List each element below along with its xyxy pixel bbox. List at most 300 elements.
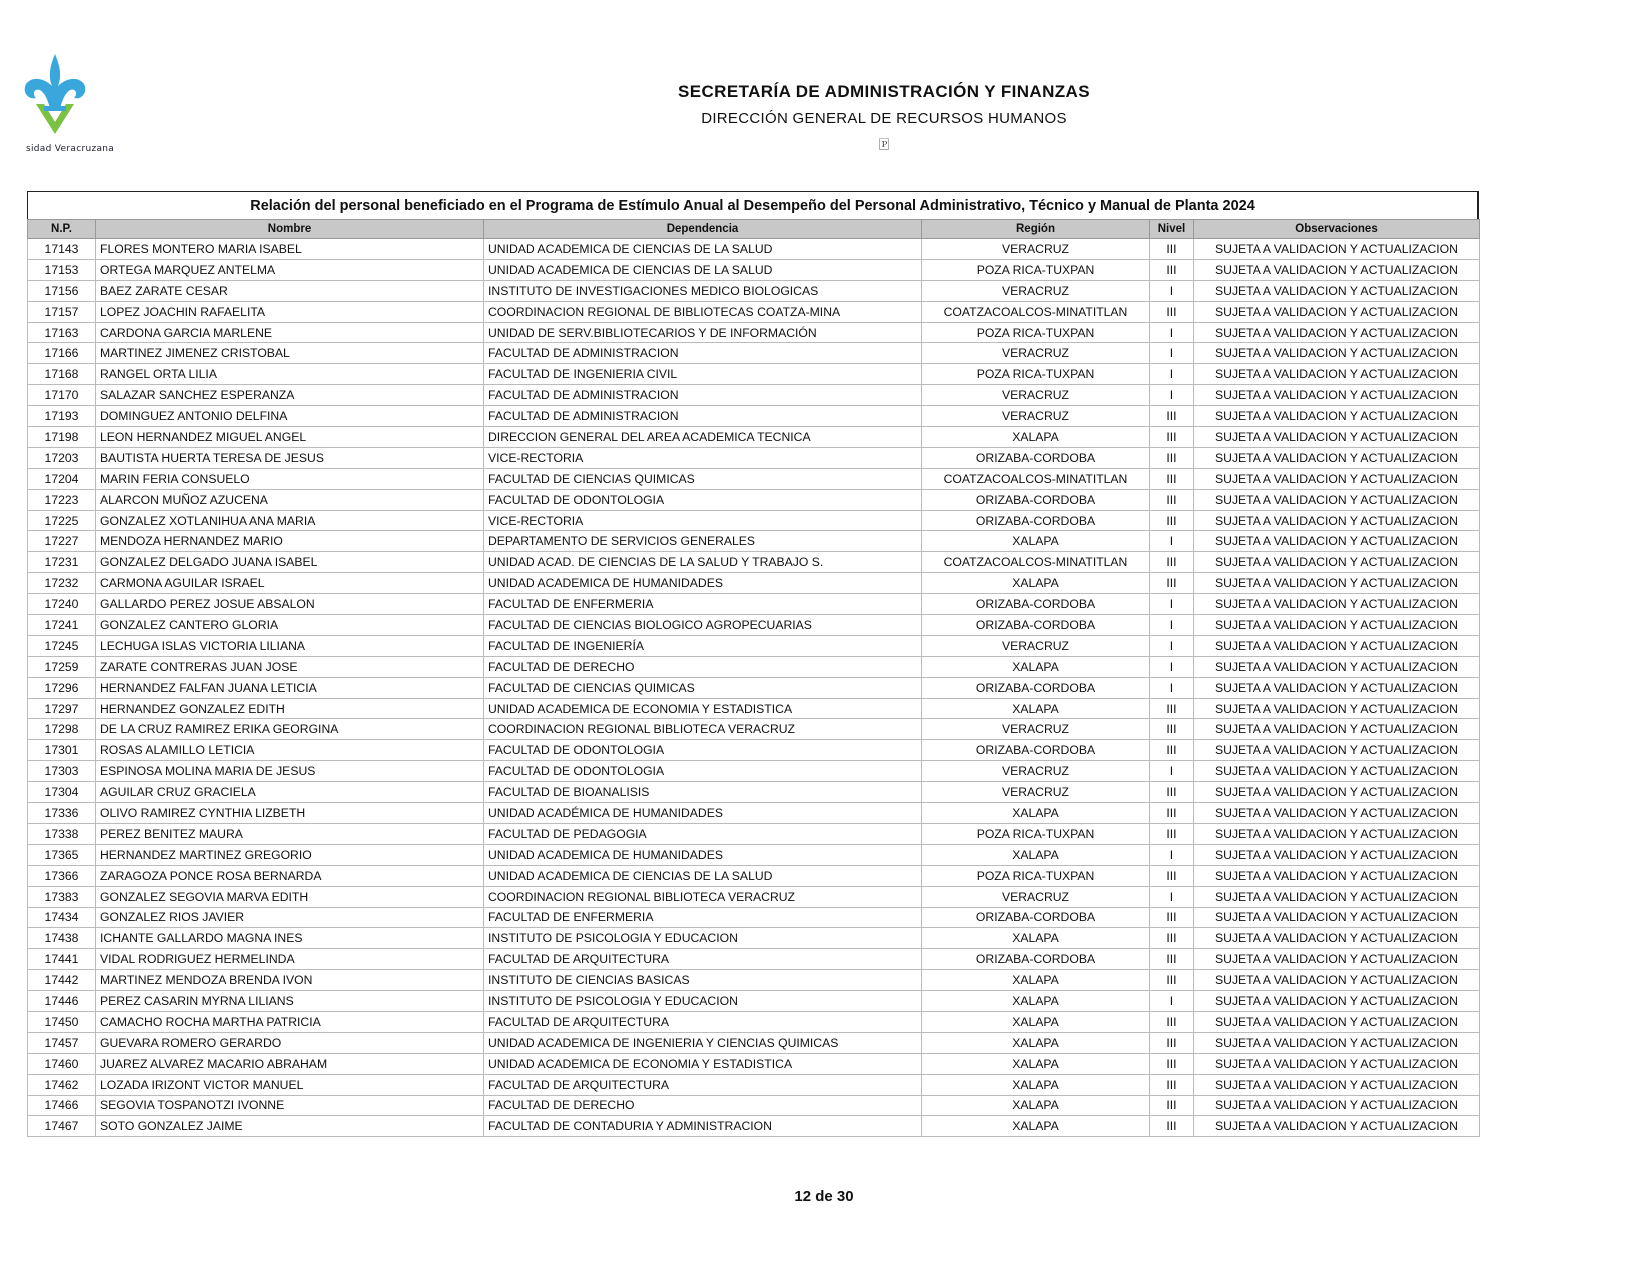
cell-dependencia: FACULTAD DE DERECHO	[484, 1095, 922, 1116]
cell-region: ORIZABA-CORDOBA	[922, 594, 1150, 615]
table-row	[28, 406, 1480, 427]
cell-nombre: ALARCON MUÑOZ AZUCENA	[96, 489, 484, 510]
cell-nivel: I	[1150, 280, 1194, 301]
cell-observaciones: SUJETA A VALIDACION Y ACTUALIZACION	[1194, 301, 1480, 322]
cell-np: 17168	[28, 364, 96, 385]
cell-nombre: RANGEL ORTA LILIA	[96, 364, 484, 385]
cell-region: XALAPA	[922, 1032, 1150, 1053]
cell-nombre: MARTINEZ JIMENEZ CRISTOBAL	[96, 343, 484, 364]
cell-nivel: III	[1150, 427, 1194, 448]
cell-nombre: CARMONA AGUILAR ISRAEL	[96, 573, 484, 594]
cell-np: 17365	[28, 844, 96, 865]
cell-observaciones: SUJETA A VALIDACION Y ACTUALIZACION	[1194, 782, 1480, 803]
cell-np: 17157	[28, 301, 96, 322]
cell-nombre: LEON HERNANDEZ MIGUEL ANGEL	[96, 427, 484, 448]
cell-dependencia: FACULTAD DE ADMINISTRACION	[484, 406, 922, 427]
cell-nombre: OLIVO RAMIREZ CYNTHIA LIZBETH	[96, 803, 484, 824]
cell-dependencia: UNIDAD DE SERV.BIBLIOTECARIOS Y DE INFORMACIÓN	[484, 322, 922, 343]
cell-region: VERACRUZ	[922, 761, 1150, 782]
cell-dependencia: UNIDAD ACADEMICA DE CIENCIAS DE LA SALUD	[484, 239, 922, 260]
table-row	[28, 886, 1480, 907]
cell-np: 17441	[28, 949, 96, 970]
table-row	[28, 573, 1480, 594]
cell-region: POZA RICA-TUXPAN	[922, 865, 1150, 886]
logo-text: sidad Veracruzana	[26, 144, 115, 154]
cell-nivel: III	[1150, 259, 1194, 280]
table-row	[28, 510, 1480, 531]
cell-observaciones: SUJETA A VALIDACION Y ACTUALIZACION	[1194, 761, 1480, 782]
cell-region: POZA RICA-TUXPAN	[922, 823, 1150, 844]
table-row	[28, 364, 1480, 385]
cell-nivel: III	[1150, 468, 1194, 489]
table-row	[28, 322, 1480, 343]
table-row	[28, 468, 1480, 489]
cell-np: 17296	[28, 677, 96, 698]
cell-observaciones: SUJETA A VALIDACION Y ACTUALIZACION	[1194, 719, 1480, 740]
cell-observaciones: SUJETA A VALIDACION Y ACTUALIZACION	[1194, 385, 1480, 406]
cell-observaciones: SUJETA A VALIDACION Y ACTUALIZACION	[1194, 531, 1480, 552]
cell-nivel: III	[1150, 552, 1194, 573]
cell-region: XALAPA	[922, 1011, 1150, 1032]
cell-nivel: I	[1150, 844, 1194, 865]
cell-observaciones: SUJETA A VALIDACION Y ACTUALIZACION	[1194, 803, 1480, 824]
cell-observaciones: SUJETA A VALIDACION Y ACTUALIZACION	[1194, 1116, 1480, 1137]
cell-nombre: AGUILAR CRUZ GRACIELA	[96, 782, 484, 803]
cell-dependencia: UNIDAD ACADEMICA DE ECONOMIA Y ESTADISTICA	[484, 1053, 922, 1074]
cell-observaciones: SUJETA A VALIDACION Y ACTUALIZACION	[1194, 489, 1480, 510]
page-subtitle: DIRECCIÓN GENERAL DE RECURSOS HUMANOS	[701, 110, 1067, 127]
cell-dependencia: FACULTAD DE ARQUITECTURA	[484, 1011, 922, 1032]
cell-region: XALAPA	[922, 970, 1150, 991]
table-row	[28, 594, 1480, 615]
cell-observaciones: SUJETA A VALIDACION Y ACTUALIZACION	[1194, 406, 1480, 427]
cell-dependencia: FACULTAD DE ODONTOLOGIA	[484, 489, 922, 510]
cell-dependencia: FACULTAD DE ODONTOLOGIA	[484, 761, 922, 782]
cell-nivel: III	[1150, 719, 1194, 740]
cell-dependencia: FACULTAD DE CIENCIAS QUIMICAS	[484, 677, 922, 698]
table-row	[28, 740, 1480, 761]
cell-observaciones: SUJETA A VALIDACION Y ACTUALIZACION	[1194, 635, 1480, 656]
cell-observaciones: SUJETA A VALIDACION Y ACTUALIZACION	[1194, 886, 1480, 907]
cell-region: ORIZABA-CORDOBA	[922, 907, 1150, 928]
col-header-np: N.P.	[28, 220, 96, 239]
cell-nivel: III	[1150, 1095, 1194, 1116]
cell-nombre: MENDOZA HERNANDEZ MARIO	[96, 531, 484, 552]
cell-dependencia: FACULTAD DE INGENIERÍA	[484, 635, 922, 656]
cell-dependencia: INSTITUTO DE INVESTIGACIONES MEDICO BIOLOGICAS	[484, 280, 922, 301]
cell-nivel: III	[1150, 573, 1194, 594]
cell-nivel: III	[1150, 907, 1194, 928]
cell-dependencia: UNIDAD ACADEMICA DE HUMANIDADES	[484, 844, 922, 865]
cell-region: VERACRUZ	[922, 280, 1150, 301]
cell-region: XALAPA	[922, 1116, 1150, 1137]
cell-dependencia: FACULTAD DE ENFERMERIA	[484, 907, 922, 928]
cell-nivel: I	[1150, 761, 1194, 782]
cell-np: 17241	[28, 615, 96, 636]
table-row	[28, 907, 1480, 928]
table-row	[28, 928, 1480, 949]
table-row	[28, 239, 1480, 260]
cell-region: XALAPA	[922, 427, 1150, 448]
cell-np: 17442	[28, 970, 96, 991]
cell-np: 17460	[28, 1053, 96, 1074]
cell-np: 17450	[28, 1011, 96, 1032]
cell-nivel: III	[1150, 406, 1194, 427]
cell-nombre: CAMACHO ROCHA MARTHA PATRICIA	[96, 1011, 484, 1032]
cell-region: XALAPA	[922, 1095, 1150, 1116]
cell-nivel: III	[1150, 1011, 1194, 1032]
cell-observaciones: SUJETA A VALIDACION Y ACTUALIZACION	[1194, 468, 1480, 489]
cell-observaciones: SUJETA A VALIDACION Y ACTUALIZACION	[1194, 427, 1480, 448]
page-title: SECRETARÍA DE ADMINISTRACIÓN Y FINANZAS	[678, 82, 1090, 101]
table-row	[28, 1053, 1480, 1074]
col-header-nivel: Nivel	[1150, 220, 1194, 239]
cell-np: 17259	[28, 656, 96, 677]
table-row	[28, 280, 1480, 301]
cell-np: 17383	[28, 886, 96, 907]
col-header-region: Región	[922, 220, 1150, 239]
cell-dependencia: FACULTAD DE ENFERMERIA	[484, 594, 922, 615]
cell-nivel: III	[1150, 1116, 1194, 1137]
cell-dependencia: FACULTAD DE CONTADURIA Y ADMINISTRACION	[484, 1116, 922, 1137]
cell-observaciones: SUJETA A VALIDACION Y ACTUALIZACION	[1194, 322, 1480, 343]
cell-observaciones: SUJETA A VALIDACION Y ACTUALIZACION	[1194, 510, 1480, 531]
cell-dependencia: UNIDAD ACADÉMICA DE HUMANIDADES	[484, 803, 922, 824]
cell-dependencia: INSTITUTO DE PSICOLOGIA Y EDUCACION	[484, 991, 922, 1012]
cell-nivel: I	[1150, 531, 1194, 552]
cell-region: COATZACOALCOS-MINATITLAN	[922, 552, 1150, 573]
cell-dependencia: COORDINACION REGIONAL BIBLIOTECA VERACRUZ	[484, 719, 922, 740]
cell-region: POZA RICA-TUXPAN	[922, 322, 1150, 343]
cell-observaciones: SUJETA A VALIDACION Y ACTUALIZACION	[1194, 1032, 1480, 1053]
cell-nombre: BAEZ ZARATE CESAR	[96, 280, 484, 301]
cell-np: 17223	[28, 489, 96, 510]
cell-np: 17338	[28, 823, 96, 844]
cell-nivel: III	[1150, 740, 1194, 761]
cell-np: 17467	[28, 1116, 96, 1137]
cell-nivel: III	[1150, 239, 1194, 260]
beneficiaries-table-container	[27, 191, 1479, 1137]
cell-observaciones: SUJETA A VALIDACION Y ACTUALIZACION	[1194, 656, 1480, 677]
cell-observaciones: SUJETA A VALIDACION Y ACTUALIZACION	[1194, 594, 1480, 615]
cell-dependencia: UNIDAD ACAD. DE CIENCIAS DE LA SALUD Y TRABAJO S.	[484, 552, 922, 573]
cell-observaciones: SUJETA A VALIDACION Y ACTUALIZACION	[1194, 1053, 1480, 1074]
cell-dependencia: FACULTAD DE BIOANALISIS	[484, 782, 922, 803]
cell-dependencia: FACULTAD DE ADMINISTRACION	[484, 385, 922, 406]
cell-observaciones: SUJETA A VALIDACION Y ACTUALIZACION	[1194, 364, 1480, 385]
table-row	[28, 1011, 1480, 1032]
table-row	[28, 1032, 1480, 1053]
cell-nombre: CARDONA GARCIA MARLENE	[96, 322, 484, 343]
cell-nivel: I	[1150, 594, 1194, 615]
table-row	[28, 761, 1480, 782]
cell-np: 17245	[28, 635, 96, 656]
cell-observaciones: SUJETA A VALIDACION Y ACTUALIZACION	[1194, 907, 1480, 928]
cell-region: VERACRUZ	[922, 886, 1150, 907]
cell-dependencia: UNIDAD ACADEMICA DE HUMANIDADES	[484, 573, 922, 594]
cell-nombre: LOPEZ JOACHIN RAFAELITA	[96, 301, 484, 322]
cell-observaciones: SUJETA A VALIDACION Y ACTUALIZACION	[1194, 823, 1480, 844]
table-title: Relación del personal beneficiado en el Programa de Estímulo Anual al Desempeño del Personal Administrativo, Técnico y Manual de Planta 2024	[27, 191, 1479, 219]
cell-region: POZA RICA-TUXPAN	[922, 259, 1150, 280]
table-row	[28, 531, 1480, 552]
col-header-observaciones: Observaciones	[1194, 220, 1480, 239]
cell-nivel: III	[1150, 928, 1194, 949]
cell-region: ORIZABA-CORDOBA	[922, 489, 1150, 510]
cell-np: 17156	[28, 280, 96, 301]
table-row	[28, 803, 1480, 824]
cell-observaciones: SUJETA A VALIDACION Y ACTUALIZACION	[1194, 1074, 1480, 1095]
cell-nombre: JUAREZ ALVAREZ MACARIO ABRAHAM	[96, 1053, 484, 1074]
cell-np: 17466	[28, 1095, 96, 1116]
table-row	[28, 615, 1480, 636]
table-header-row	[28, 220, 1480, 239]
cell-dependencia: COORDINACION REGIONAL BIBLIOTECA VERACRUZ	[484, 886, 922, 907]
cell-nombre: PEREZ CASARIN MYRNA LILIANS	[96, 991, 484, 1012]
cell-np: 17240	[28, 594, 96, 615]
cell-region: VERACRUZ	[922, 406, 1150, 427]
cell-nivel: III	[1150, 949, 1194, 970]
cell-np: 17163	[28, 322, 96, 343]
cell-np: 17193	[28, 406, 96, 427]
cell-nivel: III	[1150, 510, 1194, 531]
table-row	[28, 259, 1480, 280]
cell-observaciones: SUJETA A VALIDACION Y ACTUALIZACION	[1194, 259, 1480, 280]
cell-nivel: III	[1150, 1053, 1194, 1074]
cell-nombre: ESPINOSA MOLINA MARIA DE JESUS	[96, 761, 484, 782]
cell-observaciones: SUJETA A VALIDACION Y ACTUALIZACION	[1194, 280, 1480, 301]
cell-nivel: I	[1150, 886, 1194, 907]
cell-dependencia: FACULTAD DE CIENCIAS BIOLOGICO AGROPECUARIAS	[484, 615, 922, 636]
table-row	[28, 1074, 1480, 1095]
cell-region: ORIZABA-CORDOBA	[922, 447, 1150, 468]
cell-nombre: ICHANTE GALLARDO MAGNA INES	[96, 928, 484, 949]
cell-region: VERACRUZ	[922, 782, 1150, 803]
cell-nivel: I	[1150, 991, 1194, 1012]
cell-region: XALAPA	[922, 803, 1150, 824]
cell-nombre: MARTINEZ MENDOZA BRENDA IVON	[96, 970, 484, 991]
cell-nombre: GALLARDO PEREZ JOSUE ABSALON	[96, 594, 484, 615]
cell-nombre: GONZALEZ RIOS JAVIER	[96, 907, 484, 928]
cell-np: 17170	[28, 385, 96, 406]
cell-nombre: PEREZ BENITEZ MAURA	[96, 823, 484, 844]
cell-observaciones: SUJETA A VALIDACION Y ACTUALIZACION	[1194, 970, 1480, 991]
cell-observaciones: SUJETA A VALIDACION Y ACTUALIZACION	[1194, 343, 1480, 364]
placeholder-glyph: 🄿	[878, 139, 890, 151]
table-row	[28, 427, 1480, 448]
cell-nivel: III	[1150, 803, 1194, 824]
cell-region: COATZACOALCOS-MINATITLAN	[922, 301, 1150, 322]
cell-dependencia: FACULTAD DE INGENIERIA CIVIL	[484, 364, 922, 385]
cell-np: 17438	[28, 928, 96, 949]
cell-np: 17301	[28, 740, 96, 761]
cell-nombre: HERNANDEZ GONZALEZ EDITH	[96, 698, 484, 719]
cell-nombre: ZARATE CONTRERAS JUAN JOSE	[96, 656, 484, 677]
cell-dependencia: INSTITUTO DE CIENCIAS BASICAS	[484, 970, 922, 991]
cell-nivel: I	[1150, 364, 1194, 385]
cell-region: XALAPA	[922, 1074, 1150, 1095]
cell-nivel: I	[1150, 635, 1194, 656]
cell-np: 17336	[28, 803, 96, 824]
cell-region: COATZACOALCOS-MINATITLAN	[922, 468, 1150, 489]
cell-dependencia: FACULTAD DE ARQUITECTURA	[484, 1074, 922, 1095]
cell-observaciones: SUJETA A VALIDACION Y ACTUALIZACION	[1194, 239, 1480, 260]
cell-region: XALAPA	[922, 844, 1150, 865]
cell-dependencia: UNIDAD ACADEMICA DE INGENIERIA Y CIENCIAS QUIMICAS	[484, 1032, 922, 1053]
cell-region: XALAPA	[922, 1053, 1150, 1074]
cell-region: XALAPA	[922, 698, 1150, 719]
cell-nombre: ROSAS ALAMILLO LETICIA	[96, 740, 484, 761]
cell-nombre: GONZALEZ CANTERO GLORIA	[96, 615, 484, 636]
cell-observaciones: SUJETA A VALIDACION Y ACTUALIZACION	[1194, 1011, 1480, 1032]
cell-nombre: SOTO GONZALEZ JAIME	[96, 1116, 484, 1137]
cell-dependencia: COORDINACION REGIONAL DE BIBLIOTECAS COATZA-MINA	[484, 301, 922, 322]
table-row	[28, 489, 1480, 510]
cell-nombre: BAUTISTA HUERTA TERESA DE JESUS	[96, 447, 484, 468]
cell-np: 17232	[28, 573, 96, 594]
cell-observaciones: SUJETA A VALIDACION Y ACTUALIZACION	[1194, 615, 1480, 636]
beneficiaries-table	[27, 219, 1480, 1137]
cell-nivel: III	[1150, 698, 1194, 719]
cell-nombre: ZARAGOZA PONCE ROSA BERNARDA	[96, 865, 484, 886]
cell-dependencia: UNIDAD ACADEMICA DE CIENCIAS DE LA SALUD	[484, 259, 922, 280]
cell-nivel: III	[1150, 301, 1194, 322]
cell-nombre: GONZALEZ SEGOVIA MARVA EDITH	[96, 886, 484, 907]
cell-nombre: ORTEGA MARQUEZ ANTELMA	[96, 259, 484, 280]
cell-dependencia: FACULTAD DE PEDAGOGIA	[484, 823, 922, 844]
cell-region: ORIZABA-CORDOBA	[922, 677, 1150, 698]
cell-dependencia: VICE-RECTORIA	[484, 447, 922, 468]
cell-np: 17231	[28, 552, 96, 573]
cell-nivel: III	[1150, 489, 1194, 510]
cell-np: 17366	[28, 865, 96, 886]
cell-np: 17446	[28, 991, 96, 1012]
cell-observaciones: SUJETA A VALIDACION Y ACTUALIZACION	[1194, 573, 1480, 594]
cell-dependencia: UNIDAD ACADEMICA DE CIENCIAS DE LA SALUD	[484, 865, 922, 886]
cell-nivel: I	[1150, 615, 1194, 636]
cell-np: 17297	[28, 698, 96, 719]
table-row	[28, 385, 1480, 406]
cell-region: XALAPA	[922, 928, 1150, 949]
cell-nombre: GONZALEZ DELGADO JUANA ISABEL	[96, 552, 484, 573]
table-row	[28, 635, 1480, 656]
cell-np: 17203	[28, 447, 96, 468]
table-row	[28, 991, 1480, 1012]
table-row	[28, 343, 1480, 364]
cell-np: 17227	[28, 531, 96, 552]
cell-np: 17143	[28, 239, 96, 260]
cell-nombre: MARIN FERIA CONSUELO	[96, 468, 484, 489]
table-row	[28, 970, 1480, 991]
cell-nombre: LECHUGA ISLAS VICTORIA LILIANA	[96, 635, 484, 656]
cell-nivel: III	[1150, 1074, 1194, 1095]
cell-nivel: III	[1150, 782, 1194, 803]
cell-dependencia: DEPARTAMENTO DE SERVICIOS GENERALES	[484, 531, 922, 552]
cell-np: 17225	[28, 510, 96, 531]
cell-region: VERACRUZ	[922, 343, 1150, 364]
cell-region: VERACRUZ	[922, 719, 1150, 740]
cell-nombre: HERNANDEZ MARTINEZ GREGORIO	[96, 844, 484, 865]
cell-region: XALAPA	[922, 531, 1150, 552]
cell-dependencia: UNIDAD ACADEMICA DE ECONOMIA Y ESTADISTICA	[484, 698, 922, 719]
cell-region: ORIZABA-CORDOBA	[922, 949, 1150, 970]
cell-dependencia: FACULTAD DE ODONTOLOGIA	[484, 740, 922, 761]
cell-nivel: III	[1150, 1032, 1194, 1053]
cell-dependencia: VICE-RECTORIA	[484, 510, 922, 531]
cell-np: 17298	[28, 719, 96, 740]
cell-np: 17434	[28, 907, 96, 928]
cell-region: ORIZABA-CORDOBA	[922, 510, 1150, 531]
cell-dependencia: DIRECCION GENERAL DEL AREA ACADEMICA TECNICA	[484, 427, 922, 448]
cell-dependencia: FACULTAD DE ADMINISTRACION	[484, 343, 922, 364]
cell-observaciones: SUJETA A VALIDACION Y ACTUALIZACION	[1194, 677, 1480, 698]
cell-observaciones: SUJETA A VALIDACION Y ACTUALIZACION	[1194, 447, 1480, 468]
table-row	[28, 552, 1480, 573]
cell-nivel: III	[1150, 823, 1194, 844]
cell-np: 17304	[28, 782, 96, 803]
cell-dependencia: FACULTAD DE ARQUITECTURA	[484, 949, 922, 970]
cell-nivel: III	[1150, 447, 1194, 468]
cell-nombre: DOMINGUEZ ANTONIO DELFINA	[96, 406, 484, 427]
cell-region: VERACRUZ	[922, 385, 1150, 406]
cell-observaciones: SUJETA A VALIDACION Y ACTUALIZACION	[1194, 740, 1480, 761]
cell-np: 17303	[28, 761, 96, 782]
cell-dependencia: FACULTAD DE CIENCIAS QUIMICAS	[484, 468, 922, 489]
cell-nombre: GONZALEZ XOTLANIHUA ANA MARIA	[96, 510, 484, 531]
table-row	[28, 823, 1480, 844]
table-row	[28, 1095, 1480, 1116]
table-row	[28, 719, 1480, 740]
cell-nivel: I	[1150, 385, 1194, 406]
cell-nombre: GUEVARA ROMERO GERARDO	[96, 1032, 484, 1053]
cell-observaciones: SUJETA A VALIDACION Y ACTUALIZACION	[1194, 991, 1480, 1012]
table-row	[28, 698, 1480, 719]
cell-nivel: I	[1150, 656, 1194, 677]
table-row	[28, 844, 1480, 865]
col-header-dependencia: Dependencia	[484, 220, 922, 239]
table-row	[28, 656, 1480, 677]
cell-nombre: SALAZAR SANCHEZ ESPERANZA	[96, 385, 484, 406]
cell-np: 17198	[28, 427, 96, 448]
cell-nombre: FLORES MONTERO MARIA ISABEL	[96, 239, 484, 260]
cell-nivel: I	[1150, 343, 1194, 364]
cell-observaciones: SUJETA A VALIDACION Y ACTUALIZACION	[1194, 865, 1480, 886]
cell-np: 17462	[28, 1074, 96, 1095]
cell-np: 17204	[28, 468, 96, 489]
cell-nivel: III	[1150, 970, 1194, 991]
cell-dependencia: FACULTAD DE DERECHO	[484, 656, 922, 677]
cell-nombre: SEGOVIA TOSPANOTZI IVONNE	[96, 1095, 484, 1116]
cell-nombre: VIDAL RODRIGUEZ HERMELINDA	[96, 949, 484, 970]
cell-nombre: DE LA CRUZ RAMIREZ ERIKA GEORGINA	[96, 719, 484, 740]
col-header-nombre: Nombre	[96, 220, 484, 239]
cell-region: ORIZABA-CORDOBA	[922, 615, 1150, 636]
table-row	[28, 1116, 1480, 1137]
table-row	[28, 949, 1480, 970]
table-body	[28, 239, 1480, 1137]
cell-observaciones: SUJETA A VALIDACION Y ACTUALIZACION	[1194, 949, 1480, 970]
cell-nivel: III	[1150, 865, 1194, 886]
cell-np: 17166	[28, 343, 96, 364]
cell-region: ORIZABA-CORDOBA	[922, 740, 1150, 761]
cell-nombre: HERNANDEZ FALFAN JUANA LETICIA	[96, 677, 484, 698]
cell-nivel: I	[1150, 322, 1194, 343]
cell-observaciones: SUJETA A VALIDACION Y ACTUALIZACION	[1194, 552, 1480, 573]
cell-np: 17457	[28, 1032, 96, 1053]
cell-observaciones: SUJETA A VALIDACION Y ACTUALIZACION	[1194, 928, 1480, 949]
cell-np: 17153	[28, 259, 96, 280]
cell-observaciones: SUJETA A VALIDACION Y ACTUALIZACION	[1194, 1095, 1480, 1116]
